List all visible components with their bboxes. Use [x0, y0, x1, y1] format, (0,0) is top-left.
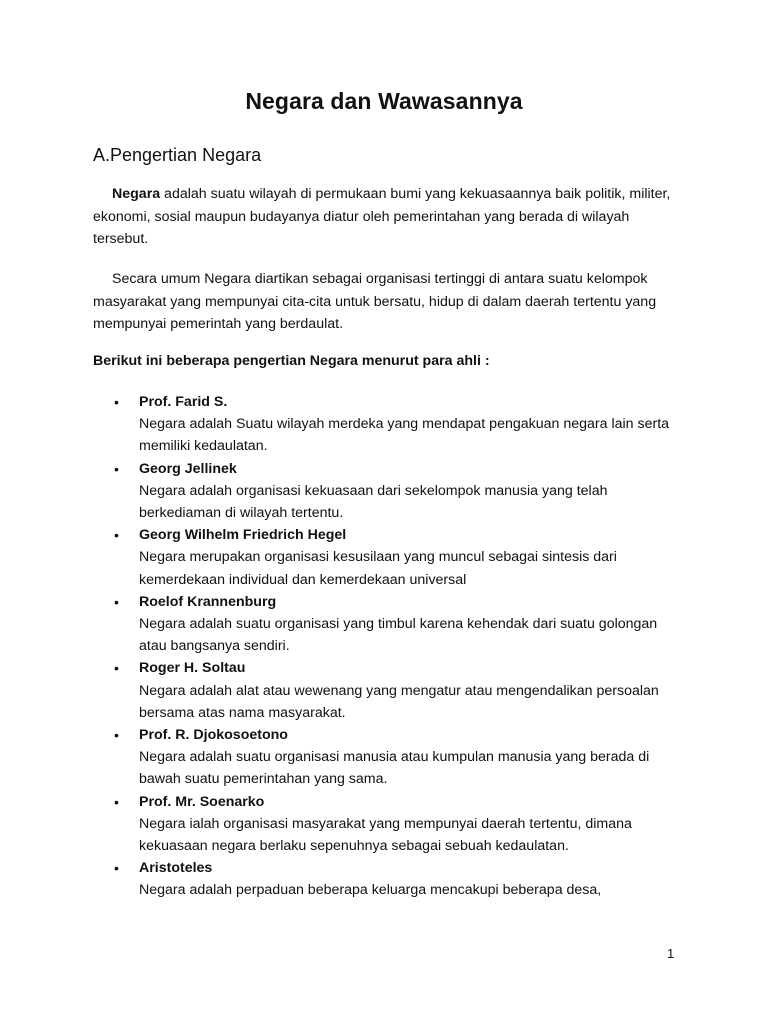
- section-heading: A.Pengertian Negara: [93, 145, 262, 165]
- expert-name: Georg Jellinek: [139, 460, 237, 477]
- expert-definition: Negara adalah suatu organisasi manusia atau kumpulan manusia yang berada di bawah suatu pemerintahan yang sama.: [139, 749, 650, 788]
- expert-definition: Negara ialah organisasi masyarakat yang mempunyai daerah tertentu, dimana kekuasaan negara berlaku sepenuhnya sebagai sebuah kedaulatan.: [139, 815, 632, 855]
- expert-definition: Negara adalah organisasi kekuasaan dari sekelompok manusia yang telah berkediaman di wilayah tertentu.: [139, 482, 608, 522]
- list-item: [0, 591, 679, 658]
- bullet-icon: •: [114, 660, 119, 677]
- expert-name: Prof. Farid S.: [139, 394, 228, 410]
- expert-definition: Negara adalah alat atau wewenang yang mengatur atau mengendalikan persoalan bersama atas nama masyarakat.: [139, 682, 659, 721]
- expert-definition: Negara adalah suatu organisasi yang timbul karena kehendak dari suatu golongan atau bangsanya sendiri.: [139, 616, 658, 655]
- list-item: [0, 391, 679, 458]
- paragraph-negara-definition: [93, 183, 683, 251]
- list-item: [0, 724, 679, 791]
- expert-name: Aristoteles: [139, 860, 213, 877]
- list-item: [0, 857, 679, 901]
- expert-name: Roelof Krannenburg: [139, 593, 277, 610]
- expert-name: Roger H. Soltau: [139, 660, 246, 677]
- expert-name: Prof. R. Djokosoetono: [139, 727, 288, 744]
- expert-definition: Negara adalah Suatu wilayah merdeka yang mendapat pengakuan negara lain serta memiliki kedaulatan.: [139, 416, 670, 455]
- experts-intro: Berikut ini beberapa pengertian Negara menurut para ahli :: [93, 353, 490, 369]
- list-item: [0, 657, 679, 724]
- bullet-icon: •: [114, 860, 119, 877]
- paragraph-general-definition: Secara umum Negara diartikan sebagai organisasi tertinggi di antara suatu kelompok masyarakat yang mempunyai cita-cita untuk bersatu, hidup di dalam daerah tertentu yang mempunyai pemerintah yang berdaulat.: [93, 271, 657, 332]
- list-item: [0, 458, 679, 525]
- page-title: Negara dan Wawasannya: [245, 88, 523, 114]
- expert-definition: Negara adalah perpaduan beberapa keluarga mencakupi beberapa desa,: [139, 882, 602, 899]
- bullet-icon: •: [114, 460, 119, 477]
- bullet-icon: •: [114, 727, 119, 744]
- list-item: [0, 791, 679, 858]
- experts-list: [0, 391, 768, 902]
- paragraph-body: adalah suatu wilayah di permukaan bumi yang kekuasaannya baik politik, militer, ekonomi, sosial maupun budayanya diatur oleh pemerintahan yang berada di wilayah tersebut.: [93, 186, 671, 247]
- expert-name: Georg Wilhelm Friedrich Hegel: [139, 527, 347, 544]
- bullet-icon: •: [114, 593, 119, 610]
- bullet-icon: •: [114, 793, 119, 810]
- page-number: 1: [667, 946, 675, 961]
- list-item: [0, 524, 679, 591]
- expert-name: Prof. Mr. Soenarko: [139, 793, 265, 810]
- expert-definition: Negara merupakan organisasi kesusilaan yang muncul sebagai sintesis dari kemerdekaan individual dan kemerdekaan universal: [139, 549, 617, 588]
- bullet-icon: •: [114, 394, 119, 410]
- paragraph-lead-bold: Negara: [112, 186, 161, 202]
- bullet-icon: •: [114, 527, 119, 544]
